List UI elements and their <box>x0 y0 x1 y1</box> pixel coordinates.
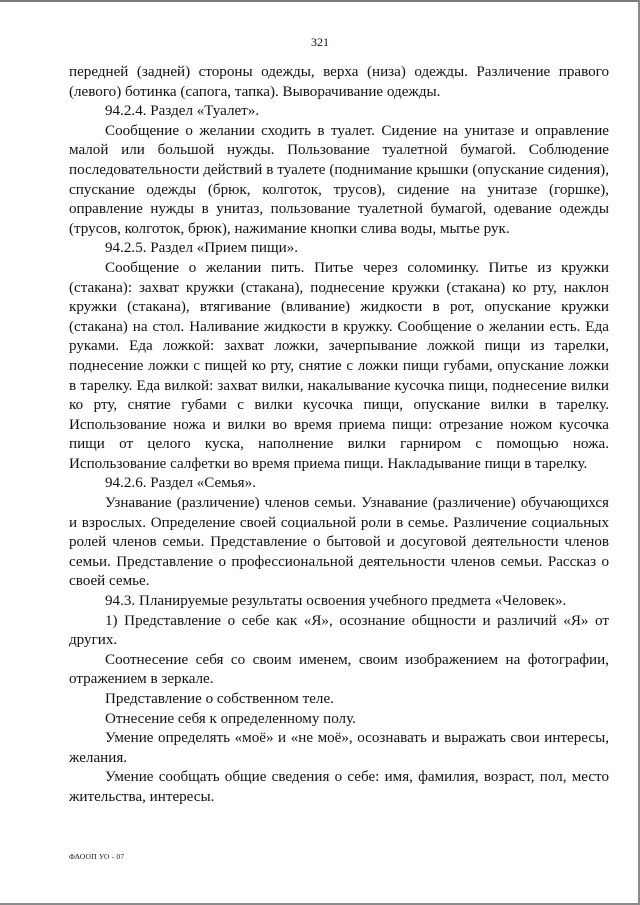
paragraph-self-representation: 1) Представление о себе как «Я», осознание общности и различий «Я» от других. <box>69 612 609 649</box>
paragraph-eating: Сообщение о желании пить. Питье через соломинку. Питье из кружки (стакана): захват кружки (стакана), поднесение кружки (стакана) ко рту, наклон кружки (стакана), втягивание (вливание) жидкости в рот, опускание кружки (стакана) на стол. Наливание жидкости в кружку. Сообщение о желании есть. Еда руками. Еда ложкой: захват ложки, зачерпывание ложкой пищи из тарелки, поднесение ложки с пищей ко рту, снятие с ложки пищи губами, опускание ложки в тарелку. Еда вилкой: захват вилки, накалывание кусочка пищи, поднесение вилки ко рту, снятие губами с вилки кусочка пищи, опускание вилки в тарелку. Использование ножа и вилки во время приема пищи: отрезание ножом кусочка пищи от целого куска, наполнение вилки гарниром с помощью ножа. Использование салфетки во время приема пищи. Накладывание пищи в тарелку. <box>69 259 609 472</box>
paragraph-own-body: Представление о собственном теле. <box>105 691 334 707</box>
section-heading-family: 94.2.6. Раздел «Семья». <box>105 475 256 492</box>
paragraph-self-name-image: Соотнесение себя со своим именем, своим изображением на фотографии, отражением в зеркале. <box>69 651 609 688</box>
scan-edge-top <box>0 0 640 2</box>
section-heading-toilet: 94.2.4. Раздел «Туалет». <box>105 103 260 120</box>
paragraph-mine-not-mine: Умение определять «моё» и «не моё», осознавать и выражать свои интересы, желания. <box>69 730 609 766</box>
paragraph-personal-info: Умение сообщать общие сведения о себе: имя, фамилия, возраст, пол, место жительства, интересы. <box>69 769 609 805</box>
footer-document-code: ФАООП УО - 07 <box>69 852 125 861</box>
paragraph-gender: Отнесение себя к определенному полу. <box>105 710 356 727</box>
paragraph-family: Узнавание (различение) членов семьи. Узнавание (различение) обучающихся и взрослых. Определение своей социальной роли в семье. Различение социальных ролей членов семьи. Представление о бытовой и досуговой деятельности членов семьи. Представление о профессиональной деятельности членов семьи. Рассказ о своей семье. <box>69 495 609 590</box>
page-number: 321 <box>311 35 329 49</box>
paragraph-toilet: Сообщение о желании сходить в туалет. Сидение на унитазе и оправление малой или большой нужды. Пользование туалетной бумагой. Соблюдение последовательности действий в туалете (поднимание крышки (опускание сидения), спускание одежды (брюк, колготок, трусов), сидение на унитазе (горшке), оправление нужды в унитаз, пользование туалетной бумагой, одевание одежды (трусов, колготок, брюк), нажимание кнопки слива воды, мытье рук. <box>69 122 609 237</box>
paragraph-clothing-continued: передней (задней) стороны одежды, верха (низа) одежды. Различение правого (левого) ботинка (сапога, тапка). Выворачивание одежды. <box>69 64 609 100</box>
document-body <box>69 63 609 808</box>
section-heading-planned-results: 94.3. Планируемые результаты освоения учебного предмета «Человек». <box>105 593 567 610</box>
section-heading-eating: 94.2.5. Раздел «Прием пищи». <box>105 240 299 257</box>
